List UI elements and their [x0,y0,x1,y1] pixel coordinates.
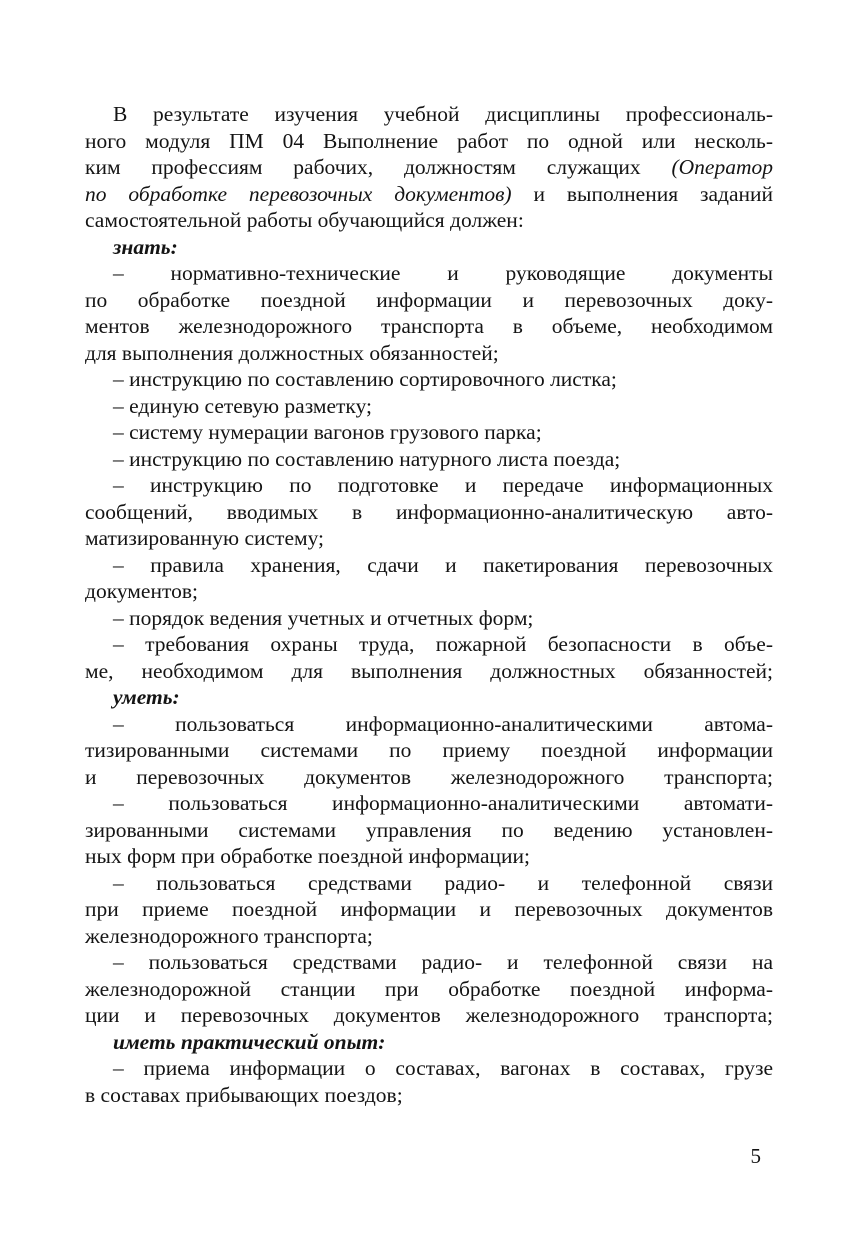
text-line [85,790,773,817]
text-segment: ким профессиям рабочих, должностям служащих [85,155,672,179]
text-segment: ментов железнодорожного транспорта в объеме, необходимом [85,314,773,338]
text-line [85,949,773,976]
text-segment: ции и перевозочных документов железнодорожного транспорта; [85,1003,773,1027]
text-segment-italic: (Оператор [671,155,773,179]
text-segment: – нормативно-технические и руководящие документы [113,261,773,285]
text-segment-bold-italic: иметь практический опыт: [113,1029,386,1054]
text-line [85,896,773,923]
heading-able [85,684,773,711]
know-item-record-forms [85,605,773,632]
text-segment: – приема информации о составах, вагонах в составах, грузе [113,1056,773,1080]
know-item-train-list [85,446,773,473]
text-line [85,923,773,950]
text-segment: и выполнения заданий [511,181,773,206]
text-line [85,525,773,552]
text-segment: – инструкцию по составлению сортировочного листка; [113,367,617,391]
text-segment: – единую сетевую разметку; [113,393,373,418]
text-block [85,101,773,1108]
text-line [85,870,773,897]
text-segment: при приеме поездной информации и перевозочных документов [85,897,773,921]
text-line [85,340,773,367]
text-line [85,419,773,446]
text-line [85,764,773,791]
know-item-sorting-sheet [85,366,773,393]
text-segment: – пользоваться информационно-аналитическими автомати- [113,791,773,815]
intro-paragraph [85,101,773,234]
text-line [85,287,773,314]
text-segment: ных форм при обработке поездной информации; [85,844,531,868]
text-segment: – требования охраны труда, пожарной безопасности в объе- [113,632,773,656]
section-heading [85,1029,773,1056]
text-segment: тизированными системами по приему поездной информации [85,738,773,762]
text-line [85,128,773,155]
text-segment-bold-italic: уметь: [113,685,180,709]
text-segment: ного модуля ПМ 04 Выполнение работ по одной или несколь- [85,128,773,153]
text-segment: зированными системами управления по ведению установлен- [85,817,773,842]
text-segment: – правила хранения, сдачи и пакетирования перевозочных [113,552,773,577]
text-segment: – пользоваться средствами радио- и телефонной связи [113,870,773,895]
text-segment: – порядок ведения учетных и отчетных форм; [113,605,534,630]
know-item-storage-rules [85,552,773,605]
text-line [85,472,773,499]
text-segment: железнодорожной станции при обработке поездной информа- [85,976,773,1001]
text-line [85,552,773,579]
text-segment: – пользоваться средствами радио- и телефонной связи на [113,950,773,974]
section-heading [85,684,773,711]
text-segment-bold-italic: знать: [113,234,178,259]
text-line [85,393,773,420]
text-segment: – инструкцию по подготовке и передаче информационных [113,473,773,497]
page-number: 5 [750,1144,761,1168]
text-line [85,737,773,764]
text-segment: по обработке поездной информации и перевозочных доку- [85,287,773,312]
text-line [85,578,773,605]
text-line [85,313,773,340]
text-line [85,658,773,685]
text-segment: В результате изучения учебной дисциплины профессиональ- [113,102,773,126]
text-segment: – систему нумерации вагонов грузового парка; [113,420,542,444]
text-segment: – инструкцию по составлению натурного листа поезда; [113,446,621,471]
able-item-use-systems-reception [85,711,773,791]
text-line [85,843,773,870]
text-line [85,260,773,287]
section-heading [85,234,773,261]
text-line [85,499,773,526]
know-item-labor-safety [85,631,773,684]
text-segment: железнодорожного транспорта; [85,923,373,948]
able-item-radio-telephone-station [85,949,773,1029]
text-segment: для выполнения должностных обязанностей; [85,340,499,365]
text-line [85,446,773,473]
text-line [85,366,773,393]
text-segment: самостоятельной работы обучающийся должен: [85,208,524,232]
text-segment: и перевозочных документов железнодорожного транспорта; [85,764,773,789]
text-line [85,605,773,632]
text-line [85,207,773,234]
text-line [85,631,773,658]
text-line [85,817,773,844]
text-line [85,1002,773,1029]
text-segment: в составах прибывающих поездов; [85,1082,403,1107]
know-item-network-marking [85,393,773,420]
text-line [85,711,773,738]
text-segment-italic: по обработке перевозочных документов) [85,181,512,206]
able-item-use-systems-management [85,790,773,870]
able-item-radio-telephone-reception [85,870,773,950]
heading-practical-experience [85,1029,773,1056]
text-segment: – пользоваться информационно-аналитическими автома- [113,711,773,736]
text-line [85,976,773,1003]
text-segment: сообщений, вводимых в информационно-аналитическую авто- [85,499,773,524]
text-line [85,154,773,181]
text-line [85,1055,773,1082]
text-segment: ме, необходимом для выполнения должностных обязанностей; [85,658,773,683]
experience-item-reception-info [85,1055,773,1108]
text-segment: документов; [85,579,198,603]
know-item-info-messages [85,472,773,552]
text-line [85,1082,773,1109]
know-item-normative-documents [85,260,773,366]
text-line [85,181,773,208]
heading-know [85,234,773,261]
know-item-wagon-numbering [85,419,773,446]
text-segment: матизированную систему; [85,526,325,550]
text-line [85,101,773,128]
